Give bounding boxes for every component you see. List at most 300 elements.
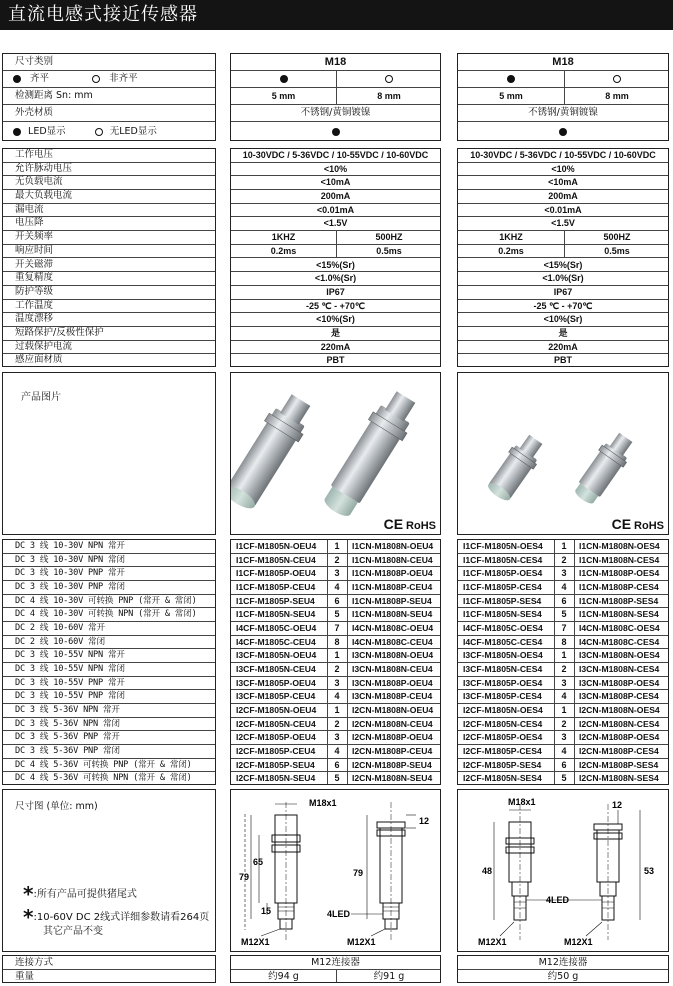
photo-label-box [2, 372, 216, 535]
model-wiring-no: 1 [334, 650, 340, 661]
model-code-nonflush: I2CN-M1808P-OEU4 [352, 732, 433, 743]
photo-label: 产品图片 [21, 392, 61, 403]
spec-row [231, 204, 440, 218]
note-2-line2: 其它产品不变 [43, 926, 103, 937]
model-code-flush: I4CF-M1805C-OEU4 [236, 623, 317, 633]
model-code-flush: I3CF-M1805N-CES4 [463, 664, 543, 674]
model-wiring-no: 2 [561, 664, 567, 674]
non-flush-ring-icon [92, 75, 100, 83]
spec-value-a: 1KHZ [499, 232, 523, 243]
left-ce-mark: CE [383, 516, 404, 532]
spec-row-label: 短路保护/反极性保护 [15, 326, 104, 338]
model-left-box [230, 539, 441, 785]
model-row [3, 567, 215, 581]
model-row [231, 663, 440, 677]
model-row [3, 581, 215, 595]
model-code-nonflush: I1CN-M1808P-OES4 [579, 568, 660, 579]
spec-value: 是 [558, 327, 568, 338]
spec-value: <1.0%(Sr) [542, 273, 584, 284]
model-right-box [457, 539, 669, 785]
spec-value-b: 0.5ms [376, 245, 402, 256]
spec-value: <1.0%(Sr) [314, 273, 357, 284]
spec-value: -25 ℃ - +70℃ [306, 300, 365, 311]
spec-row [458, 204, 668, 218]
model-row-label: DC 2 线 10-60V 常开 [15, 623, 105, 633]
right-category-box [457, 53, 669, 141]
model-wiring-no: 6 [561, 595, 567, 606]
right-weight: 约50 g [547, 971, 579, 982]
spec-value: 10-30VDC / 5-36VDC / 10-55VDC / 10-60VDC [470, 150, 656, 160]
dimension-label-box [2, 789, 216, 952]
model-code-flush: I1CF-M1805N-OES4 [463, 541, 543, 551]
detect-distance-label: 检测距离 Sn: mm [15, 90, 93, 101]
model-code-flush: I1CF-M1805P-CES4 [463, 582, 542, 592]
model-wiring-no: 3 [334, 677, 340, 688]
housing-label: 外壳材质 [15, 107, 54, 118]
spec-value: <1.5V [551, 218, 575, 229]
model-code-nonflush: I2CN-M1808N-OEU4 [352, 705, 434, 715]
model-code-nonflush: I4CN-M1808C-CEU4 [352, 636, 433, 647]
model-row [458, 581, 668, 595]
star-icon-2: * [23, 905, 34, 929]
right-dim-48: 48 [482, 866, 493, 876]
model-row [231, 608, 440, 622]
model-wiring-no: 2 [334, 554, 340, 565]
left-sensor-flush-image [231, 389, 318, 514]
right-sensor-nonflush-image [570, 429, 638, 508]
model-code-nonflush: I3CN-M1808N-OES4 [579, 650, 660, 661]
model-wiring-no: 4 [334, 746, 340, 756]
right-product-photo [458, 373, 669, 535]
model-code-flush: I1CF-M1805P-OES4 [463, 568, 543, 579]
model-row [3, 595, 215, 609]
bottom-label-box [2, 955, 216, 983]
model-row [231, 595, 440, 609]
spec-row [3, 245, 215, 259]
left-weight-2: 约91 g [373, 971, 405, 982]
spec-row [231, 176, 440, 190]
spec-row-label: 最大负载电流 [15, 190, 73, 202]
model-wiring-no: 3 [561, 568, 567, 579]
spec-row [3, 327, 215, 341]
model-row [3, 690, 215, 704]
spec-row [231, 149, 440, 163]
left-dim-12: 12 [419, 816, 430, 826]
spec-row [3, 341, 215, 355]
model-row-label: DC 3 线 5-36V NPN 常闭 [15, 718, 120, 729]
model-row [458, 704, 668, 718]
model-row-label: DC 4 线 10-30V 可转换 NPN (常开 & 常闭) [15, 609, 197, 620]
note-2-line1: :10-60V DC 2线式详细参数请看264页 [33, 912, 210, 923]
model-code-nonflush: I4CN-M1808C-OEU4 [352, 623, 434, 633]
spec-value: 200mA [320, 191, 351, 202]
model-code-flush: I3CF-M1805P-CEU4 [236, 691, 316, 702]
left-dist-flush: 5 mm [271, 91, 296, 101]
model-code-flush: I1CF-M1805N-SES4 [463, 609, 542, 620]
model-row [458, 731, 668, 745]
model-row [458, 772, 668, 785]
model-code-flush: I2CF-M1805N-SEU4 [236, 773, 316, 784]
model-wiring-no: 2 [561, 554, 567, 565]
left-product-photo [231, 373, 441, 535]
model-wiring-no: 2 [561, 718, 567, 729]
model-row-label: DC 3 线 10-30V PNP 常闭 [15, 582, 125, 592]
model-row-label: DC 4 线 10-30V 可转换 PNP (常开 & 常闭) [15, 595, 197, 606]
model-code-flush: I1CF-M1805N-CES4 [463, 554, 543, 565]
bottom-left-box [230, 955, 441, 983]
spec-row [3, 272, 215, 286]
spec-row [231, 286, 440, 300]
spec-row [3, 204, 215, 218]
left-weight-1: 约94 g [268, 971, 299, 982]
model-wiring-no: 5 [334, 609, 340, 620]
model-row-label: DC 3 线 10-30V NPN 常开 [15, 541, 125, 551]
left-dim-m12a: M12X1 [241, 937, 270, 947]
left-ce-rohs-mark [384, 516, 436, 532]
dimension-right-box [457, 789, 669, 952]
model-row-label: DC 4 线 5-36V 可转换 PNP (常开 & 常闭) [15, 759, 192, 770]
model-row [231, 731, 440, 745]
model-code-nonflush: I1CN-M1808N-OES4 [579, 541, 660, 551]
model-code-flush: I2CF-M1805N-SES4 [463, 773, 542, 784]
model-code-flush: I2CF-M1805N-CEU4 [236, 718, 316, 729]
spec-value: PBT [326, 355, 345, 366]
spec-row [458, 286, 668, 300]
left-rohs-mark: RoHS [406, 520, 436, 532]
spec-row [231, 341, 440, 355]
model-code-flush: I2CF-M1805N-OEU4 [236, 705, 317, 715]
spec-value: <0.01mA [544, 204, 582, 215]
model-wiring-no: 2 [334, 664, 340, 674]
dimension-left-box [230, 789, 441, 952]
model-code-flush: I1CF-M1805P-SEU4 [236, 595, 315, 606]
page-title: 直流电感式接近传感器 [0, 0, 673, 30]
model-row [458, 540, 668, 554]
model-row [458, 690, 668, 704]
left-dim-15: 15 [261, 906, 272, 916]
model-code-nonflush: I2CN-M1808P-SES4 [579, 759, 659, 770]
spec-row-label: 防护等级 [15, 285, 54, 297]
spec-value: <10% [551, 163, 575, 174]
model-label-box [2, 539, 216, 785]
spec-row [458, 313, 668, 327]
model-code-flush: I4CF-M1805C-CEU4 [236, 636, 316, 647]
model-code-nonflush: I2CN-M1808N-OES4 [579, 705, 660, 715]
spec-row [231, 313, 440, 327]
model-row [3, 772, 215, 785]
model-code-flush: I3CF-M1805P-CES4 [463, 691, 542, 702]
model-row [3, 636, 215, 650]
spec-row [231, 245, 440, 259]
spec-value: PBT [554, 355, 572, 366]
spec-value: IP67 [553, 286, 573, 297]
spec-value: <0.01mA [316, 204, 355, 215]
model-wiring-no: 4 [334, 582, 340, 592]
model-row [458, 636, 668, 650]
model-row [458, 554, 668, 568]
spec-value: <1.5V [323, 218, 348, 229]
spec-row [458, 176, 668, 190]
model-row [231, 690, 440, 704]
electrical-label-box [2, 148, 216, 367]
model-code-flush: I1CF-M1805P-OEU4 [236, 568, 316, 579]
model-code-flush: I1CF-M1805N-CEU4 [236, 554, 316, 565]
model-wiring-no: 3 [561, 732, 567, 743]
model-row [231, 554, 440, 568]
model-wiring-no: 2 [334, 718, 340, 729]
model-wiring-no: 1 [561, 541, 567, 551]
model-row [3, 608, 215, 622]
model-wiring-no: 5 [334, 773, 340, 784]
left-dimension-drawing [231, 790, 441, 952]
right-connection: M12连接器 [538, 957, 588, 968]
model-code-nonflush: I3CN-M1808N-OEU4 [352, 650, 434, 661]
spec-row [231, 327, 440, 341]
right-dist-nonflush: 8 mm [605, 91, 629, 101]
right-dim-thread: M18x1 [508, 797, 536, 807]
model-row-label: DC 3 线 10-30V NPN 常闭 [15, 554, 125, 565]
spec-row [231, 259, 440, 273]
model-row [231, 704, 440, 718]
model-row [231, 567, 440, 581]
model-code-flush: I3CF-M1805P-OEU4 [236, 677, 316, 688]
spec-value-a: 1KHZ [271, 232, 296, 243]
model-row [458, 649, 668, 663]
right-dist-flush: 5 mm [499, 91, 523, 101]
spec-row-label: 重复精度 [15, 272, 54, 284]
right-dim-led: 4LED [546, 895, 570, 905]
right-nonflush-ring-icon [613, 75, 621, 83]
left-dim-79b: 79 [353, 868, 364, 878]
left-dim-m12b: M12X1 [347, 937, 376, 947]
model-code-nonflush: I3CN-M1808P-CES4 [579, 691, 659, 702]
spec-label-box [2, 53, 216, 141]
spec-row [3, 149, 215, 163]
right-led-dot-icon [559, 128, 567, 136]
model-row-label: DC 3 线 10-55V NPN 常开 [15, 650, 125, 661]
model-row [231, 772, 440, 785]
model-code-nonflush: I1CN-M1808N-OEU4 [352, 541, 434, 551]
model-code-nonflush: I1CN-M1808N-SES4 [579, 609, 659, 620]
model-wiring-no: 4 [561, 691, 567, 702]
led-dot-icon [13, 128, 21, 136]
model-row [3, 622, 215, 636]
model-row [458, 759, 668, 773]
spec-value: <10mA [548, 177, 578, 188]
model-row [231, 677, 440, 691]
model-row [231, 581, 440, 595]
model-row [458, 718, 668, 732]
model-wiring-no: 7 [561, 623, 567, 633]
spec-row [458, 354, 668, 367]
model-code-nonflush: I2CN-M1808N-SEU4 [352, 773, 433, 784]
spec-row-label: 无负载电流 [15, 176, 63, 188]
left-connection: M12连接器 [311, 957, 360, 968]
photo-right-box [457, 372, 669, 535]
model-code-flush: I1CF-M1805N-SEU4 [236, 609, 316, 620]
model-code-flush: I2CF-M1805P-SES4 [463, 759, 542, 770]
model-row [3, 554, 215, 568]
spec-value-a: 0.2ms [270, 245, 297, 256]
left-dim-thread: M18x1 [309, 798, 337, 808]
model-code-flush: I1CF-M1805P-SES4 [463, 595, 542, 606]
model-row [231, 636, 440, 650]
model-code-flush: I4CF-M1805C-OES4 [463, 623, 543, 633]
model-wiring-no: 8 [561, 636, 567, 647]
right-dim-m12a: M12X1 [478, 937, 507, 947]
model-code-flush: I3CF-M1805P-OES4 [463, 677, 543, 688]
model-row [231, 759, 440, 773]
spec-value-a: 0.2ms [498, 245, 524, 256]
model-code-flush: I1CF-M1805P-CEU4 [236, 582, 316, 592]
model-code-nonflush: I1CN-M1808P-CES4 [579, 582, 659, 592]
flush-label: 齐平 [30, 73, 50, 84]
spec-value: 220mA [548, 341, 578, 352]
spec-value: 是 [330, 327, 340, 338]
spec-row [3, 190, 215, 204]
model-row [458, 608, 668, 622]
spec-row-label: 过载保护电流 [15, 340, 73, 352]
spec-row [231, 231, 440, 245]
model-code-flush: I2CF-M1805P-SEU4 [236, 759, 315, 770]
star-icon-1: * [23, 882, 34, 906]
spec-row [458, 217, 668, 231]
right-dim-53: 53 [644, 866, 655, 876]
model-code-flush: I2CF-M1805N-OES4 [463, 705, 543, 715]
led-display-label: LED显示 [28, 126, 66, 137]
model-wiring-no: 1 [334, 541, 340, 551]
spec-row [231, 190, 440, 204]
spec-row [231, 272, 440, 286]
model-code-nonflush: I3CN-M1808N-CEU4 [352, 664, 433, 674]
model-row [231, 745, 440, 759]
model-row [458, 595, 668, 609]
weight-label: 重量 [15, 971, 35, 982]
left-nonflush-ring-icon [385, 75, 393, 83]
right-dimension-drawing [458, 790, 669, 952]
model-code-nonflush: I2CN-M1808P-OES4 [579, 732, 660, 743]
model-code-nonflush: I2CN-M1808P-CEU4 [352, 746, 433, 756]
spec-row [458, 341, 668, 355]
model-row-label: DC 3 线 5-36V NPN 常开 [15, 705, 120, 715]
model-row [231, 649, 440, 663]
spec-row [3, 217, 215, 231]
model-code-flush: I2CF-M1805N-CES4 [463, 718, 543, 729]
model-code-nonflush: I2CN-M1808N-CES4 [579, 718, 660, 729]
note-2 [23, 905, 210, 939]
right-ce-mark: CE [611, 516, 632, 532]
bottom-right-box [457, 955, 669, 983]
model-code-nonflush: I1CN-M1808N-CEU4 [352, 554, 433, 565]
spec-row [3, 313, 215, 327]
model-code-flush: I3CF-M1805N-CEU4 [236, 664, 316, 674]
model-wiring-no: 5 [561, 773, 567, 784]
model-row-label: DC 3 线 10-55V NPN 常闭 [15, 664, 125, 674]
model-row-label: DC 3 线 5-36V PNP 常开 [15, 732, 120, 743]
photo-left-box [230, 372, 441, 535]
model-row [3, 540, 215, 554]
left-dist-nonflush: 8 mm [377, 91, 401, 101]
spec-value-b: 0.5ms [604, 245, 630, 256]
spec-value: 220mA [320, 341, 351, 352]
non-flush-label: 非齐平 [109, 73, 138, 84]
dimension-label: 尺寸图 (单位: mm) [15, 801, 98, 812]
left-flush-dot-icon [280, 75, 288, 83]
model-row [458, 745, 668, 759]
model-wiring-no: 6 [334, 759, 340, 770]
spec-row [231, 354, 440, 367]
model-row [231, 622, 440, 636]
spec-value: <10%(Sr) [543, 314, 583, 325]
spec-value: 10-30VDC / 5-36VDC / 10-55VDC / 10-60VDC [242, 150, 429, 160]
model-wiring-no: 3 [561, 677, 567, 688]
model-code-flush: I2CF-M1805P-OEU4 [236, 732, 316, 743]
spec-row-label: 漏电流 [15, 203, 44, 215]
size-category-label: 尺寸类别 [15, 56, 54, 67]
model-row [231, 540, 440, 554]
spec-row [3, 176, 215, 190]
note-1 [23, 882, 137, 906]
model-code-nonflush: I1CN-M1808P-SES4 [579, 595, 659, 606]
model-wiring-no: 3 [334, 568, 340, 579]
spec-row [3, 354, 215, 367]
model-row-label: DC 3 线 10-55V PNP 常闭 [15, 691, 125, 702]
model-wiring-no: 1 [561, 650, 567, 661]
spec-value: <15%(Sr) [543, 259, 583, 270]
model-code-nonflush: I3CN-M1808P-OEU4 [352, 677, 433, 688]
model-code-nonflush: I1CN-M1808P-CEU4 [352, 582, 433, 592]
spec-row [3, 231, 215, 245]
right-ce-rohs-mark [612, 516, 664, 532]
model-row [3, 704, 215, 718]
right-housing: 不锈钢/黄铜镀镍 [528, 107, 598, 118]
model-wiring-no: 4 [561, 582, 567, 592]
no-led-display-label: 无LED显示 [109, 126, 157, 137]
spec-row-label: 温度漂移 [15, 313, 54, 325]
spec-row-label: 电压降 [15, 217, 44, 229]
spec-value-b: 500HZ [375, 232, 403, 243]
spec-row [231, 163, 440, 177]
model-row [458, 677, 668, 691]
model-code-nonflush: I4CN-M1808C-OES4 [579, 623, 660, 633]
model-wiring-no: 6 [334, 595, 340, 606]
model-wiring-no: 1 [561, 705, 567, 715]
left-size: M18 [324, 56, 347, 68]
model-wiring-no: 3 [334, 732, 340, 743]
electrical-right-box [457, 148, 669, 367]
spec-row [458, 300, 668, 314]
model-code-nonflush: I2CN-M1808N-SES4 [579, 773, 659, 784]
model-row [3, 718, 215, 732]
model-row [3, 745, 215, 759]
right-rohs-mark: RoHS [634, 520, 664, 532]
model-code-nonflush: I3CN-M1808P-CEU4 [352, 691, 433, 702]
model-code-nonflush: I1CN-M1808P-SEU4 [352, 595, 432, 606]
model-row-label: DC 3 线 10-55V PNP 常开 [15, 677, 125, 688]
spec-value: IP67 [326, 286, 345, 297]
model-code-nonflush: I4CN-M1808C-CES4 [579, 636, 660, 647]
model-code-flush: I1CF-M1805N-OEU4 [236, 541, 317, 551]
right-dim-m12b: M12X1 [564, 937, 593, 947]
spec-row [458, 245, 668, 259]
model-code-flush: I2CF-M1805P-CES4 [463, 746, 542, 756]
flush-dot-icon [13, 75, 21, 83]
model-code-flush: I4CF-M1805C-CES4 [463, 636, 543, 647]
spec-value: 200mA [548, 191, 578, 202]
model-row [3, 649, 215, 663]
spec-row [231, 300, 440, 314]
model-row-label: DC 2 线 10-60V 常闭 [15, 636, 105, 647]
